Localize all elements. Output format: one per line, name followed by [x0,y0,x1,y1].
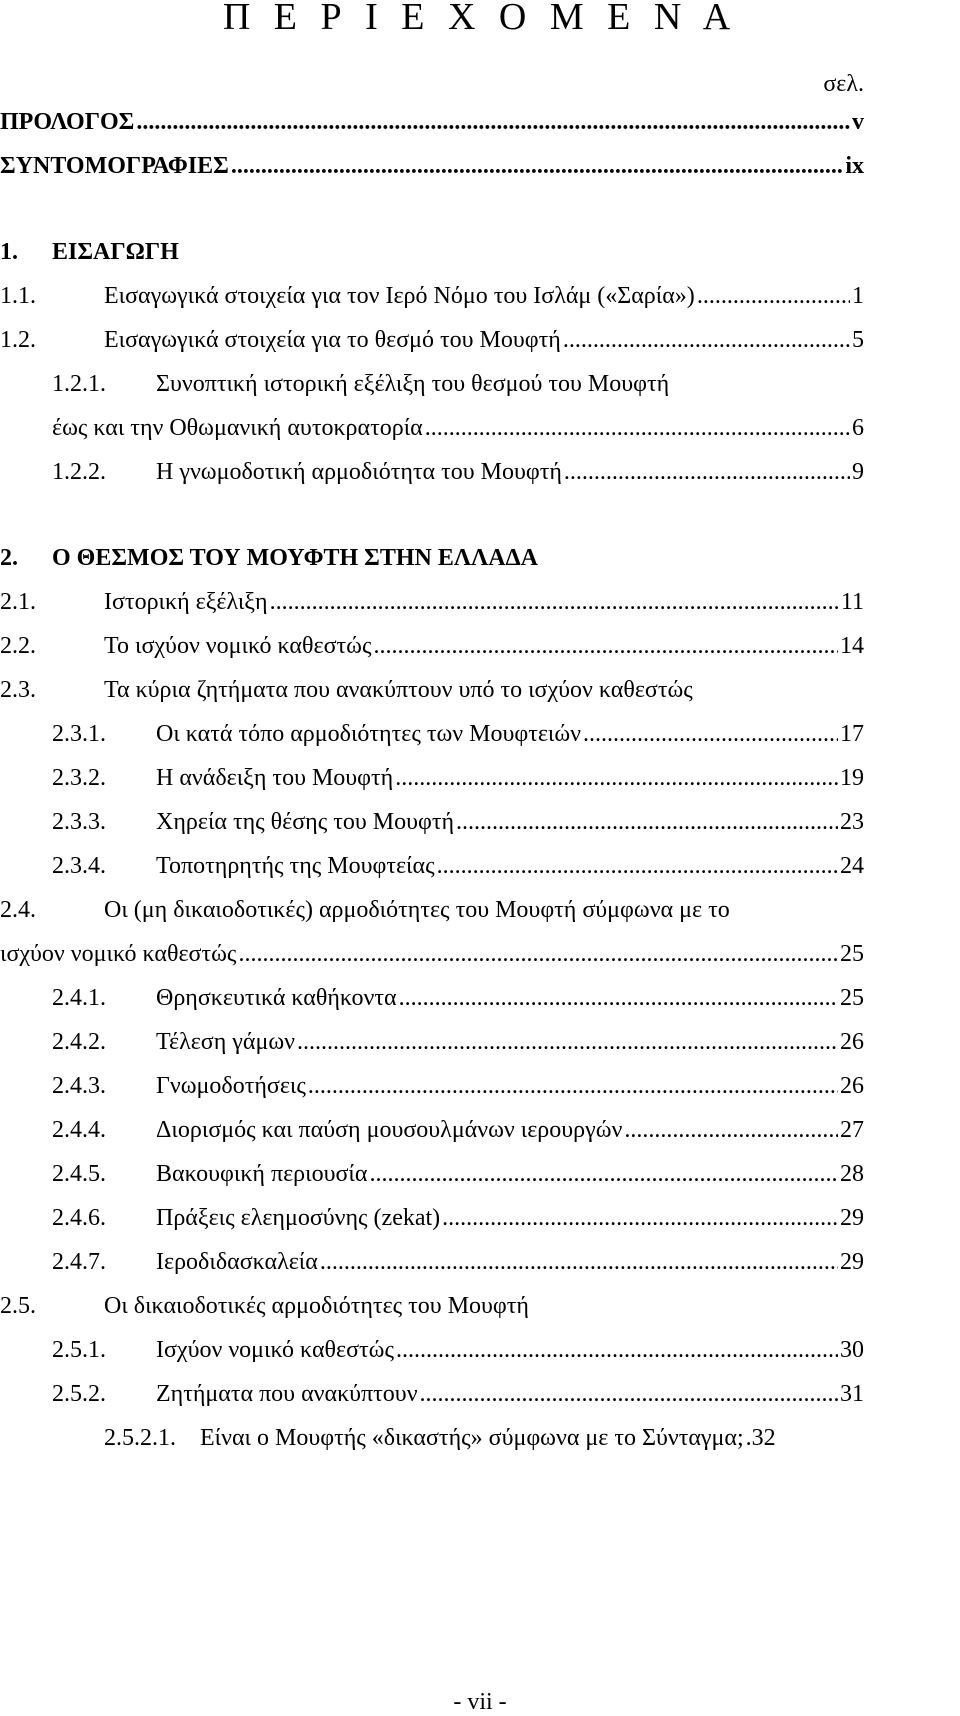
toc-entry-number: 2.4.3. [52,1073,106,1099]
toc-entry-label: ΣΥΝΤΟΜΟΓΡΑΦΙΕΣ [0,153,229,179]
toc-entry-2-3-2[interactable] [52,762,864,794]
toc-entry-label: Η γνωμοδοτική αρμοδιότητα του Μουφτή [156,459,562,485]
toc-entry-page: 29 [840,1249,864,1275]
toc-entry-number: 2.5.2. [52,1381,106,1407]
toc-entry-number: 1.2.1. [52,371,106,397]
toc-entry-label: Χηρεία της θέσης του Μουφτή [156,809,455,835]
toc-entry-number: 1. [0,239,18,265]
toc-entry-page: v [852,109,864,135]
toc-entry-page: 25 [840,985,864,1011]
toc-entry-1-2-2[interactable] [52,456,864,488]
toc-entry-2-3-3[interactable] [52,806,864,838]
dot-leader [238,938,838,970]
toc-entry-2-5[interactable] [0,1290,529,1322]
toc-entry-2-2[interactable] [0,630,864,662]
toc-entry-label: ΠΡΟΛΟΓΟΣ [0,109,135,135]
toc-entry-number: 2.4.5. [52,1161,106,1187]
toc-entry-number: 2.4.1. [52,985,106,1011]
toc-entry-2-5-2[interactable] [52,1378,864,1410]
dot-leader [395,762,838,794]
toc-entry-label: Οι δικαιοδοτικές αρμοδιότητες του Μουφτή [104,1293,529,1319]
toc-entry-page: 5 [852,327,864,353]
toc-entry-2-4-7[interactable] [52,1246,864,1278]
dot-leader [369,1158,838,1190]
toc-entry-number: 2.1. [0,589,36,615]
toc-entry-label: Βακουφική περιουσία [156,1161,368,1187]
toc-entry-page: ix [845,153,864,179]
toc-entry-page: 29 [840,1205,864,1231]
dot-leader [320,1246,838,1278]
toc-entry-page: 14 [840,633,864,659]
toc-entry-label: Οι (μη δικαιοδοτικές) αρμοδιότητες του Μουφτή σύμφωνα με το [104,897,730,923]
toc-entry-2-4-5[interactable] [52,1158,864,1190]
toc-entry-page: 19 [840,765,864,791]
toc-entry-number: 2. [0,545,18,571]
toc-entry-label: ισχύον νομικό καθεστώς [0,941,237,967]
toc-entry-label: Τοποτηρητής της Μουφτείας [156,853,435,879]
toc-entry-2-4-3[interactable] [52,1070,864,1102]
toc-entry-label: Ιεροδιδασκαλεία [156,1249,318,1275]
dot-leader [396,1334,838,1366]
toc-entry-page: 11 [840,589,864,615]
toc-entry-1-2-1-continued[interactable] [52,412,864,444]
toc-entry-label: ΕΙΣΑΓΩΓΗ [52,239,179,265]
toc-entry-page: 32 [751,1425,776,1451]
toc-entry-page: 25 [840,941,864,967]
dot-leader [564,456,850,488]
toc-entry-number: 1.1. [0,283,36,309]
toc-entry-1-2-1[interactable] [52,368,669,400]
dot-leader [420,1378,838,1410]
toc-entry-page: 9 [852,459,864,485]
page-title: Π Ε Ρ Ι Ε Χ Ο Μ Ε Ν Α [222,0,738,38]
toc-entry-number: 2.4. [0,897,36,923]
toc-entry-2-4-continued[interactable] [0,938,864,970]
toc-entry-2-4-6[interactable] [52,1202,864,1234]
toc-entry-1-1[interactable] [0,280,864,312]
dot-leader [437,850,838,882]
toc-entry-label: Θρησκευτικά καθήκοντα [156,985,397,1011]
page-number-footer: - vii - [453,1689,507,1715]
toc-entry-page: 30 [840,1337,864,1363]
toc-entry-page: 24 [840,853,864,879]
dot-leader [442,1202,838,1234]
toc-entry-prologue[interactable] [0,106,864,138]
dot-leader [425,412,850,444]
toc-entry-page: 26 [840,1029,864,1055]
toc-entry-2-5-2-1[interactable] [104,1422,864,1454]
toc-entry-label: Είναι ο Μουφτής «δικαστής» σύμφωνα με το Σύνταγμα; [200,1425,744,1451]
dot-leader [231,150,843,182]
dot-leader [583,718,838,750]
toc-entry-number: 2.5. [0,1293,36,1319]
toc-entry-page: 6 [852,415,864,441]
toc-entry-number: 2.3.2. [52,765,106,791]
toc-entry-number: 2.5.2.1. [104,1425,176,1451]
toc-entry-chapter-2[interactable] [0,542,538,574]
toc-entry-label: Τα κύρια ζητήματα που ανακύπτουν υπό το ισχύον καθεστώς [104,677,693,703]
toc-entry-2-4-1[interactable] [52,982,864,1014]
toc-entry-number: 2.3.1. [52,721,106,747]
toc-entry-abbreviations[interactable] [0,150,864,182]
toc-entry-number: 1.2. [0,327,36,353]
toc-entry-2-4-4[interactable] [52,1114,864,1146]
toc-entry-number: 2.4.7. [52,1249,106,1275]
toc-entry-label: Γνωμοδοτήσεις [156,1073,306,1099]
toc-entry-label: Πράξεις ελεημοσύνης (zekat) [156,1205,441,1231]
toc-entry-label: Ιστορική εξέλιξη [104,589,268,615]
toc-entry-number: 2.5.1. [52,1337,106,1363]
dot-leader [563,324,850,356]
toc-entry-number: 2.3. [0,677,36,703]
toc-entry-2-3[interactable] [0,674,693,706]
toc-entry-page: 17 [840,721,864,747]
toc-entry-2-1[interactable] [0,586,864,618]
toc-entry-label: Ο ΘΕΣΜΟΣ ΤΟΥ ΜΟΥΦΤΗ ΣΤΗΝ ΕΛΛΑΔΑ [52,545,538,571]
toc-entry-label: Οι κατά τόπο αρμοδιότητες των Μουφτειών [156,721,582,747]
toc-entry-label: Ισχύον νομικό καθεστώς [156,1337,394,1363]
dot-leader [270,586,839,618]
toc-entry-page: 26 [840,1073,864,1099]
toc-entry-page: 28 [840,1161,864,1187]
toc-entry-label: Η ανάδειξη του Μουφτή [156,765,394,791]
dot-leader [136,106,850,138]
toc-entry-2-4-2[interactable] [52,1026,864,1058]
toc-entry-2-5-1[interactable] [52,1334,864,1366]
toc-entry-number: 2.4.6. [52,1205,106,1231]
dot-leader [697,280,850,312]
dot-leader [297,1026,838,1058]
toc-entry-page: 23 [840,809,864,835]
toc-entry-page: 1 [852,283,864,309]
dot-leader [308,1070,838,1102]
toc-entry-2-3-1[interactable] [52,718,864,750]
toc-entry-label: Τέλεση γάμων [156,1029,295,1055]
dot-leader [456,806,838,838]
dot-leader [399,982,838,1014]
dot-leader [746,1422,750,1454]
toc-entry-number: 1.2.2. [52,459,106,485]
toc-entry-page: 27 [840,1117,864,1143]
toc-entry-label: Συνοπτική ιστορική εξέλιξη του θεσμού του Μουφτή [156,371,670,397]
toc-entry-label: Ζητήματα που ανακύπτουν [156,1381,418,1407]
toc-entry-1-2[interactable] [0,324,864,356]
toc-entry-number: 2.3.3. [52,809,106,835]
toc-entry-number: 2.4.2. [52,1029,106,1055]
toc-entry-number: 2.2. [0,633,36,659]
toc-entry-2-3-4[interactable] [52,850,864,882]
dot-leader [624,1114,838,1146]
toc-entry-label: Το ισχύον νομικό καθεστώς [104,633,372,659]
toc-entry-number: 2.3.4. [52,853,106,879]
toc-entry-page: 31 [840,1381,864,1407]
toc-entry-chapter-1[interactable] [0,236,179,268]
toc-entry-label: Διορισμός και παύση μουσουλμάνων ιερουργών [156,1117,623,1143]
toc-entry-number: 2.4.4. [52,1117,106,1143]
dot-leader [373,630,838,662]
toc-entry-label: Εισαγωγικά στοιχεία για το θεσμό του Μουφτή [104,327,561,353]
toc-entry-label: Εισαγωγικά στοιχεία για τον Ιερό Νόμο του Ισλάμ («Σαρία») [104,283,695,309]
toc-entry-label: έως και την Οθωμανική αυτοκρατορία [52,415,423,441]
toc-entry-2-4[interactable] [0,894,730,926]
page-column-label: σελ. [823,71,864,97]
